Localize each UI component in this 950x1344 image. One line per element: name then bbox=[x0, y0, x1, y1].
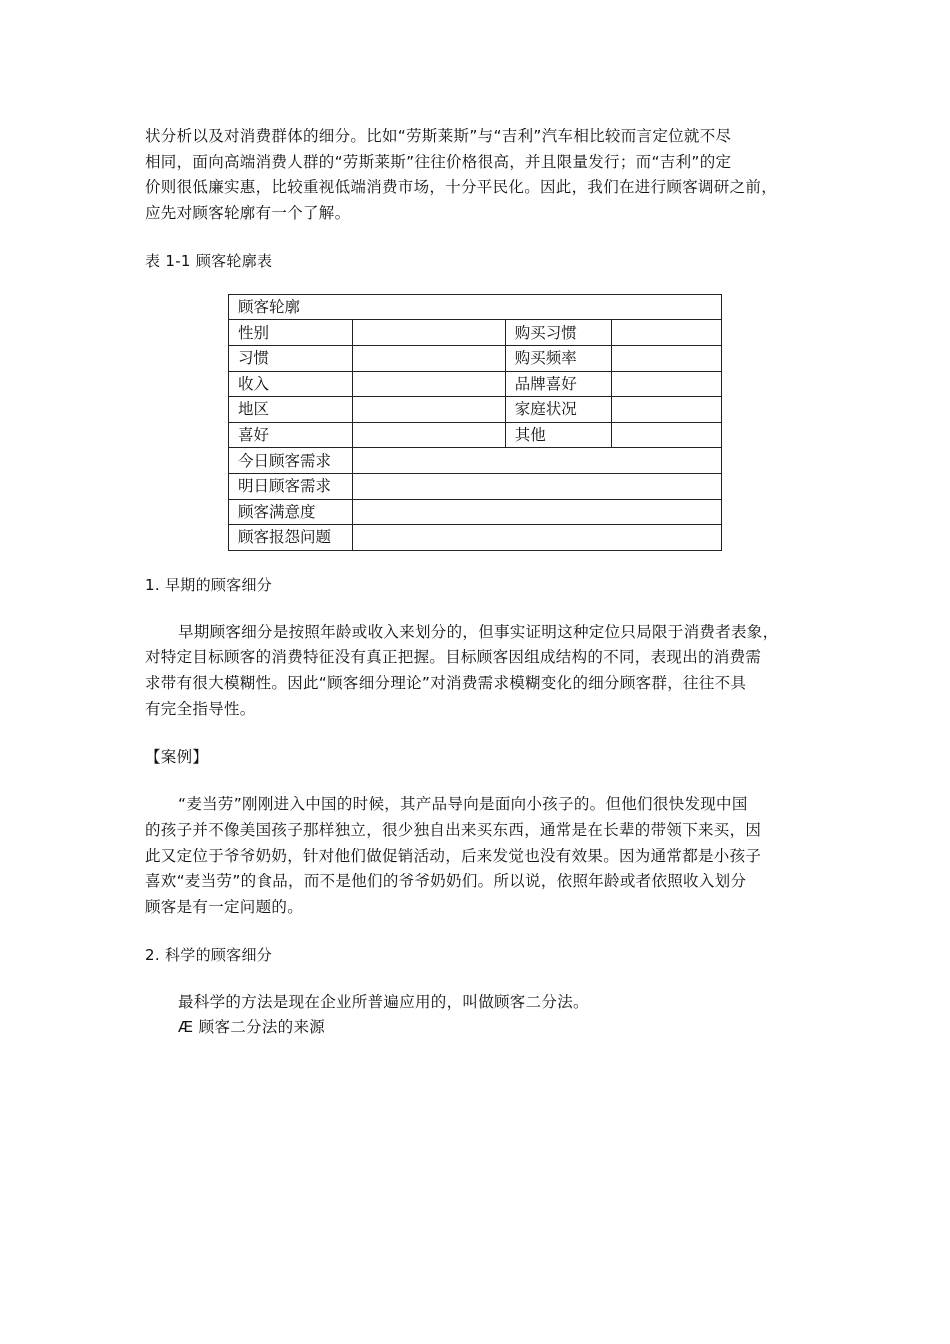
bullet-line bbox=[145, 1015, 815, 1041]
table-row bbox=[229, 320, 722, 346]
table-cell-label: 性别 bbox=[229, 320, 353, 346]
table-cell-empty bbox=[353, 525, 722, 551]
paragraph-line: 有完全指导性。 bbox=[145, 699, 256, 718]
table-row bbox=[229, 473, 722, 499]
table-cell-label: 今日顾客需求 bbox=[229, 448, 353, 474]
paragraph-line: 喜欢“麦当劳”的食品，而不是他们的爷爷奶奶们。所以说，依照年龄或者依照收入划分 bbox=[145, 872, 747, 891]
paragraph-line: 相同，面向高端消费人群的“劳斯莱斯”往往价格很高，并且限量发行；而“吉利”的定 bbox=[145, 152, 732, 171]
table-cell-empty bbox=[611, 397, 721, 423]
case-label: 【案例】 bbox=[145, 747, 209, 766]
table-caption: 表 1-1 顾客轮廓表 bbox=[145, 251, 273, 270]
table-cell-empty bbox=[353, 448, 722, 474]
table-cell-label: 收入 bbox=[229, 371, 353, 397]
table-cell-empty bbox=[611, 371, 721, 397]
table-cell-label: 喜好 bbox=[229, 422, 353, 448]
table-cell-label: 其他 bbox=[505, 422, 611, 448]
paragraph-line: 最科学的方法是现在企业所普遍应用的，叫做顾客二分法。 bbox=[178, 992, 589, 1011]
table-cell-empty bbox=[611, 422, 721, 448]
bullet-text: 顾客二分法的来源 bbox=[198, 1018, 326, 1037]
paragraph-line: 顾客是有一定问题的。 bbox=[145, 898, 304, 917]
paragraph-line: “麦当劳”刚刚进入中国的时候，其产品导向是面向小孩子的。但他们很快发现中国 bbox=[178, 795, 748, 814]
table-cell-label: 家庭状况 bbox=[505, 397, 611, 423]
table-cell-label: 顾客报怨问题 bbox=[229, 525, 353, 551]
table-header-row bbox=[229, 294, 722, 320]
table-row bbox=[229, 346, 722, 372]
table-cell-empty bbox=[353, 422, 506, 448]
paragraph-line: 此又定位于爷爷奶奶，针对他们做促销活动，后来发觉也没有效果。因为通常都是小孩子 bbox=[145, 846, 762, 865]
table-cell-label: 购买频率 bbox=[505, 346, 611, 372]
table-cell-empty bbox=[353, 346, 506, 372]
table-row bbox=[229, 371, 722, 397]
section-heading: 1. 早期的顾客细分 bbox=[145, 575, 273, 594]
table-cell-label: 顾客满意度 bbox=[229, 499, 353, 525]
document-page bbox=[145, 124, 815, 1041]
bullet-mark: Æ bbox=[178, 1018, 194, 1037]
table-row bbox=[229, 422, 722, 448]
table-cell-label: 品牌喜好 bbox=[505, 371, 611, 397]
table-header-cell: 顾客轮廓 bbox=[229, 294, 722, 320]
paragraph-line: 的孩子并不像美国孩子那样独立，很少独自出来买东西，通常是在长辈的带领下来买，因 bbox=[145, 820, 762, 839]
table-cell-empty bbox=[353, 397, 506, 423]
table-row bbox=[229, 448, 722, 474]
table-cell-empty bbox=[611, 346, 721, 372]
table-row bbox=[229, 397, 722, 423]
paragraph-line: 对特定目标顾客的消费特征没有真正把握。目标顾客因组成结构的不同，表现出的消费需 bbox=[145, 648, 762, 667]
table-cell-label: 购买习惯 bbox=[505, 320, 611, 346]
table-cell-empty bbox=[611, 320, 721, 346]
paragraph-line: 价则很低廉实惠，比较重视低端消费市场，十分平民化。因此，我们在进行顾客调研之前， bbox=[145, 178, 778, 197]
paragraph-line: 求带有很大模糊性。因此“顾客细分理论”对消费需求模糊变化的细分顾客群，往往不具 bbox=[145, 674, 747, 693]
table-row bbox=[229, 499, 722, 525]
table-cell-empty bbox=[353, 499, 722, 525]
table-cell-label: 习惯 bbox=[229, 346, 353, 372]
paragraph-line: 早期顾客细分是按照年龄或收入来划分的，但事实证明这种定位只局限于消费者表象， bbox=[178, 622, 779, 641]
table-cell-empty bbox=[353, 473, 722, 499]
table-cell-label: 明日顾客需求 bbox=[229, 473, 353, 499]
table-cell-label: 地区 bbox=[229, 397, 353, 423]
customer-profile-table bbox=[228, 294, 722, 551]
section-heading: 2. 科学的顾客细分 bbox=[145, 945, 273, 964]
case-paragraph bbox=[145, 792, 815, 921]
table-row bbox=[229, 525, 722, 551]
intro-paragraph bbox=[145, 124, 815, 227]
paragraph-line: 应先对顾客轮廓有一个了解。 bbox=[145, 204, 351, 223]
table-cell-empty bbox=[353, 320, 506, 346]
table-cell-empty bbox=[353, 371, 506, 397]
paragraph-line: 状分析以及对消费群体的细分。比如“劳斯莱斯”与“吉利”汽车相比较而言定位就不尽 bbox=[145, 127, 732, 145]
section1-paragraph bbox=[145, 620, 815, 723]
